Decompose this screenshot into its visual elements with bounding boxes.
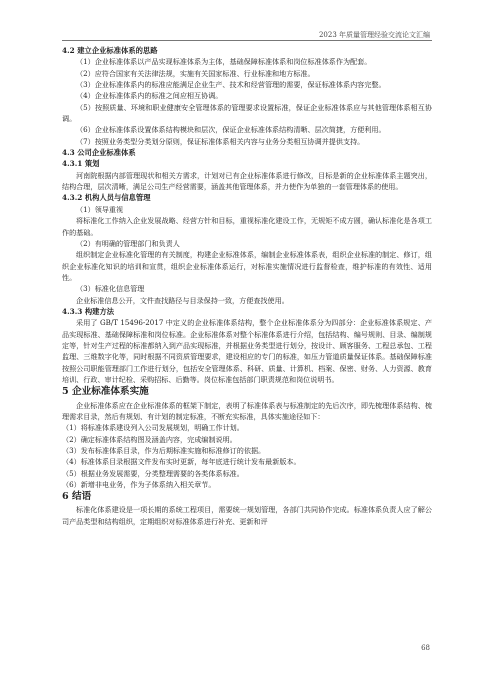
- paragraph: （5）根据业务发展需要，分类整理需要的各类体系标准。: [62, 468, 244, 478]
- paragraph: 企业标准信息公开，文件查找路径与目录保持一致，方便查找使用。: [76, 295, 289, 305]
- header-rule: [62, 40, 432, 41]
- paragraph: 河南院根据内部管理现状和相关方需求，计划对已有企业标准体系进行修改，目标是新的企业标准体系主题突出，结构合理，层次清晰，满足公司生产经营需要，涵盖其他管理体系，并力使作为单独的一套管理体系的使用。: [62, 170, 432, 192]
- subsection-heading: 4.3 公司企业标准体系: [62, 148, 136, 158]
- paragraph: 组织制定企业标准化管理的有关制度，构建企业标准体系，编制企业标准体系表，组织企业标准的制定、修订，组织企业标准化知识的培训和宣贯，组织企业标准体系运行，对标准实施情况进行监督检查，维护标准的有效性、适用性。: [62, 250, 432, 282]
- paragraph: （7）按照业务类型分类划分原则，保证标准体系相关内容与业务分类相互协调并提供支持。: [76, 136, 365, 146]
- section-heading: 5 企业标准体系实施: [62, 386, 149, 398]
- paragraph: （2）确定标准体系结构图及涵盖内容，完成编制说明。: [62, 434, 237, 444]
- subsubsection-heading: 4.3.1 策划: [62, 159, 100, 169]
- running-header: 2023 年质量管理经验交流论文汇编: [318, 31, 430, 39]
- paragraph: （3）标准化信息管理: [76, 284, 145, 294]
- paragraph: （4）企业标准体系内的标准之间应相互协调。: [76, 91, 223, 101]
- paragraph: 采用了 GB/T 15496-2017 中定义的企业标准体系结构，整个企业标准体系分为四部分：企业标准体系规定、产品实现标准、基础保障标准和岗位标准。企业标准体系对整个标准体系进行介绍，包括结构、编号规则、目录、编制规定等，针对生产过程的标准都纳入到产品实现标准，并根据业务类型进行划分，按设计、顾客服务、工程总承包、工程监理、三维数字化等，同时根据不同资质管理要求，建设相应的专门的标准，如压力管道质量保证体系。基础保障标准按照公司职能管理部门工作进行划分，包括安全管理体系、科研、质量、计算机、档案、保密、财务、人力资源、教育培训、行政、审计纪检、采购招标、后勤等。岗位标准包括部门职责规范和岗位说明书。: [62, 318, 432, 384]
- paragraph: （3）发布标准体系目录，作为后期标准实施和标准修订的依据。: [62, 445, 266, 455]
- paragraph: （4）标准体系目录根据文件发布实时更新，每年底进行统计发布最新版本。: [62, 457, 301, 467]
- paragraph: （1）将标准体系建设列入公司发展规划，明确工作计划。: [62, 423, 244, 433]
- section-heading: 6 结语: [62, 491, 92, 503]
- paragraph: （6）新增非电业务，作为子体系纳入相关章节。: [62, 479, 216, 489]
- subsubsection-heading: 4.3.3 构建方法: [62, 306, 115, 316]
- paragraph: （2）有明确的管理部门和负责人: [76, 238, 180, 248]
- paragraph: 将标准化工作纳入企业发展战略、经营方针和目标，重视标准化建设工作，无规矩不成方圆，确认标准化是各项工作的基础。: [62, 216, 432, 237]
- paragraph: （5）按照质量、环境和职业健康安全管理体系的管理要求设置标准，保证企业标准体系应与其他管理体系相互协调。: [62, 102, 432, 124]
- paragraph: 企业标准体系应在企业标准体系的框架下制定，表明了标准体系表与标准制定的先后次序，即先梳理体系结构、梳理需求目录，然后有规划、有计划的制定标准，不断充实标准，具体实施途径如下：: [62, 400, 432, 421]
- paragraph: 标准化体系建设是一项长期的系统工程项目，需要统一规划管理，各部门共同协作完成。标准体系负责人应了解公司产品类型和结构组织，定期组织对标准体系进行补充、更新和评: [62, 505, 432, 526]
- subsection-heading: 4.2 建立企业标准体系的思路: [62, 46, 158, 55]
- body-text: [62, 45, 432, 527]
- paragraph: （1）企业标准体系以产品实现标准体系为主体，基础保障标准体系和岗位标准体系作为配套。: [76, 57, 372, 67]
- paragraph: （1）领导重视: [76, 204, 124, 214]
- paragraph: （3）企业标准体系内的标准应能满足企业生产、技术和经营管理的需要，保证标准体系内容完整。: [76, 80, 386, 90]
- page-number: 68: [421, 644, 430, 652]
- subsubsection-heading: 4.3.2 机构人员与信息管理: [62, 193, 151, 203]
- paragraph: （2）应符合国家有关法律法规，实施有关国家标准、行业标准和地方标准。: [76, 68, 315, 78]
- paragraph: （6）企业标准体系设置体系结构模块和层次，保证企业标准体系结构清晰、层次简捷，方便利用。: [76, 125, 386, 135]
